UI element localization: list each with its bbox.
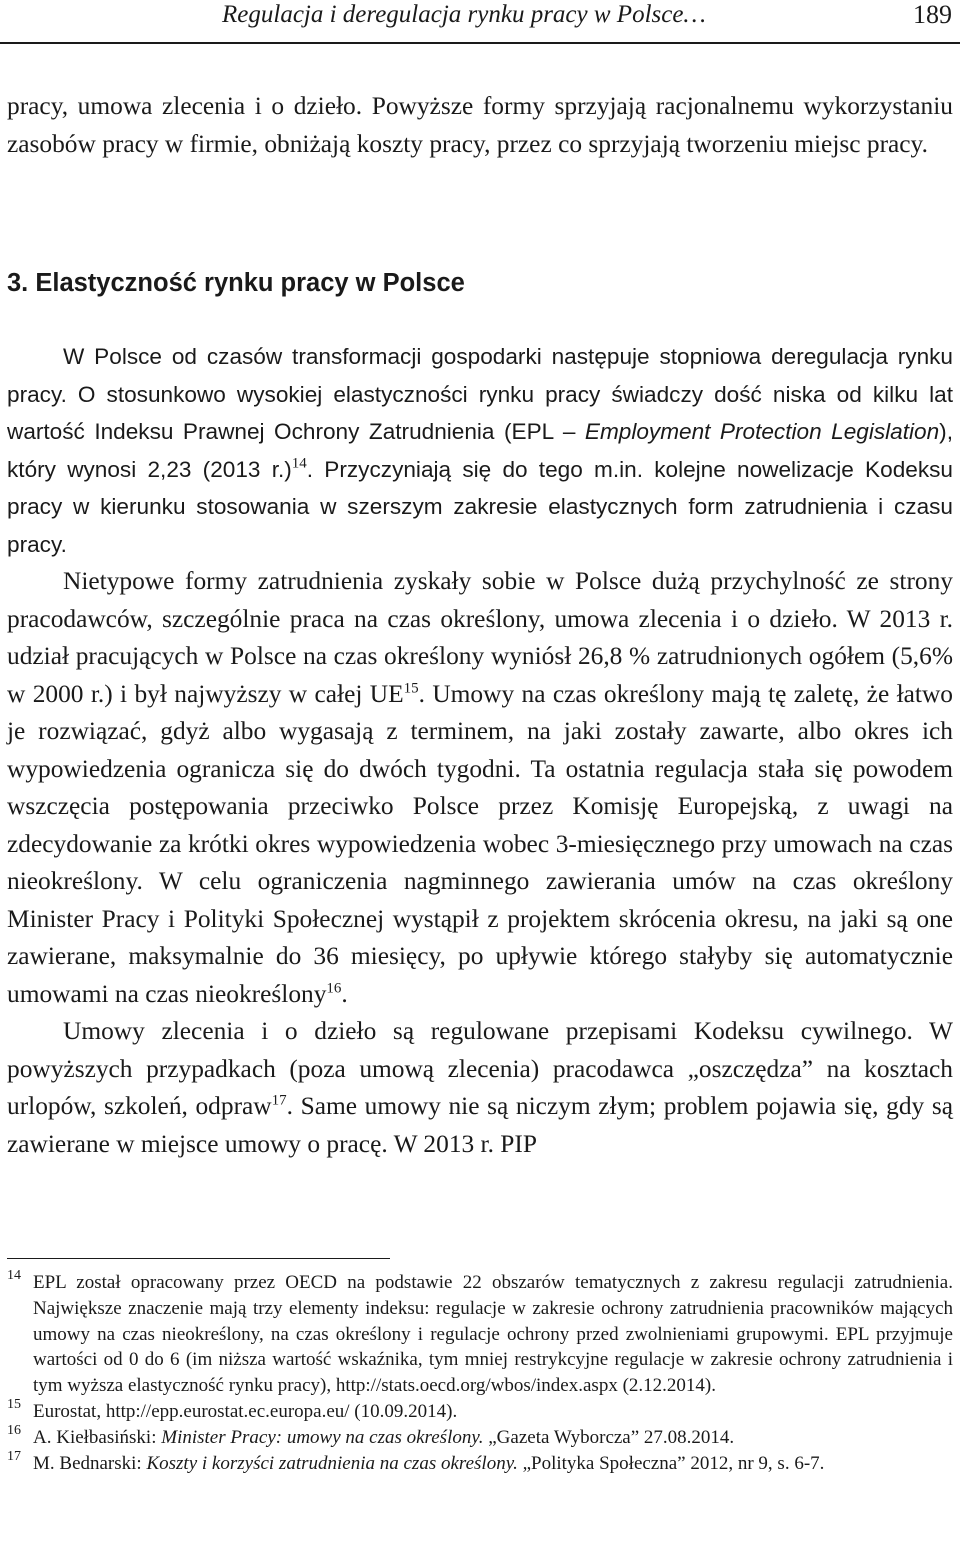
p1-text-c: . Przyczyniają się do tego m.in. kolejne nowelizacje Kodeksu pracy w kierunku stosowania w szerszym zakresie elastycznych form zatrudnienia i czasu pracy.: [7, 456, 953, 557]
footnote-title: Minister Pracy: umowy na czas określony.: [161, 1426, 484, 1448]
p1-italic: Employment Protection Legislation: [584, 419, 940, 444]
p2-text-b: . Umowy na czas określony mają tę zaletę, że łatwo je rozwiązać, gdyż albo wygasają z terminem, na jaki zostały zawarte, albo okres ich wypowiedzenia ogranicza się do dwóch tygodni. Ta ostatnia regulacja stała się powodem wszczęcia postępowania przeciwko Polsce przez Komisję Europejską, z uwagi na zdecydowanie za krótki okres wypowiedzenia wobec 3-miesięcznego przy umowach na czas nieokreślony. W celu ograniczenia nagminnego zawierania umów na czas określony Minister Pracy i Polityki Społecznej wystąpił z projektem skrócenia okresu, na jaki są one zawierane, maksymalnie do 36 miesięcy, po upływie którego stałyby się automatycznie umowami na czas nieokreślony: [7, 679, 953, 1008]
p1-text-a: W Polsce od czasów transformacji gospodarki następuje stopniowa deregulacja rynku pracy. O stosunkowo wysokiej elastyczności rynku pracy świadczy dość niska od kilku lat wartość Indeksu Prawnej Ochrony Zatrudnienia (EPL –: [7, 344, 953, 444]
footnote-16: [7, 1422, 953, 1451]
footnote-text: Eurostat, http://epp.eurostat.ec.europa.eu/ (10.09.2014).: [33, 1400, 458, 1422]
p2-text-c: .: [341, 979, 348, 1008]
footnote-text: EPL został opracowany przez OECD na podstawie 22 obszarów tematycznych z zakresu regulacji zatrudnienia. Największe znaczenie mają trzy elementy indeksu: regulacje w zakresie ochrony zatrudnienia pracowników mających umowy na czas nieokreślony, na czas określony i regulacje ochrony przed zwolnieniami grupowymi. EPL przyjmuje wartości od 0 do 6 (im niższa wartość wskaźnika, tym mniej restrykcyjne regulacje w zakresie ochrony zatrudnienia i tym wyższa elastyczność rynku pracy), http://stats.oecd.org/wbos/index.aspx (2.12.2014).: [33, 1272, 953, 1397]
footnote-ref-15[interactable]: 15: [403, 680, 419, 697]
p2-text-a: Nietypowe formy zatrudnienia zyskały sobie w Polsce dużą przychylność ze strony pracodawców, szczególnie praca na czas określony, umowa zlecenia i o dzieło. W 2013 r. udział pracujących w Polsce na czas określony wyniósł 26,8 % zatrudnionych ogółem (5,6% w 2000 r.) i był najwyższy w całej UE: [7, 567, 953, 708]
footnote-mark: 16: [7, 1422, 21, 1438]
footnote-ref-16[interactable]: 16: [326, 980, 342, 997]
p1-text-b: ), który wynosi 2,23 (2013 r.): [7, 419, 953, 482]
footnote-mark: 15: [7, 1396, 21, 1412]
footnote-author: M. Bednarski:: [33, 1452, 147, 1474]
paragraph-3: [7, 1013, 953, 1163]
footnote-17: [7, 1448, 953, 1477]
footnote-separator: [7, 1258, 390, 1259]
footnote-title: Koszty i korzyści zatrudnienia na czas określony.: [146, 1452, 518, 1474]
section-heading: 3. Elastyczność rynku pracy w Polsce: [7, 269, 465, 297]
footnotes: [7, 1270, 953, 1476]
section-body: [7, 338, 953, 1163]
footnote-15: [7, 1396, 953, 1425]
footnote-ref-17[interactable]: 17: [271, 1092, 287, 1109]
intro-paragraph: [7, 88, 953, 163]
page-number: 189: [913, 0, 952, 29]
p3-text-b: . Same umowy nie są niczym złym; problem pojawia się, gdy są zawierane w miejsce umowy o pracę. W 2013 r. PIP: [7, 1092, 953, 1158]
footnote-author: A. Kiełbasiński:: [33, 1426, 162, 1448]
footnote-mark: 17: [7, 1448, 21, 1464]
footnote-source: „Gazeta Wyborcza” 27.08.2014.: [483, 1426, 735, 1448]
running-header: [0, 0, 960, 44]
footnote-source: „Polityka Społeczna” 2012, nr 9, s. 6-7.: [517, 1452, 825, 1474]
paragraph-1: [7, 338, 953, 563]
paragraph-2: [7, 563, 953, 1013]
p3-text-a: Umowy zlecenia i o dzieło są regulowane przepisami Kodeksu cywilnego. W powyższych przypadkach (poza umową zlecenia) pracodawca „oszczędza” na kosztach urlopów, szkoleń, odpraw: [7, 1017, 953, 1120]
footnote-mark: 14: [7, 1268, 21, 1283]
footnote-14: [7, 1270, 953, 1399]
footnote-ref-14[interactable]: 14: [291, 455, 307, 472]
intro-text: pracy, umowa zlecenia i o dzieło. Powyższe formy sprzyjają racjonalnemu wykorzystaniu zasobów pracy w firmie, obniżają koszty pracy, przez co sprzyjają tworzeniu miejsc pracy.: [7, 92, 953, 158]
running-title: Regulacja i deregulacja rynku pracy w Polsce…: [222, 1, 706, 28]
